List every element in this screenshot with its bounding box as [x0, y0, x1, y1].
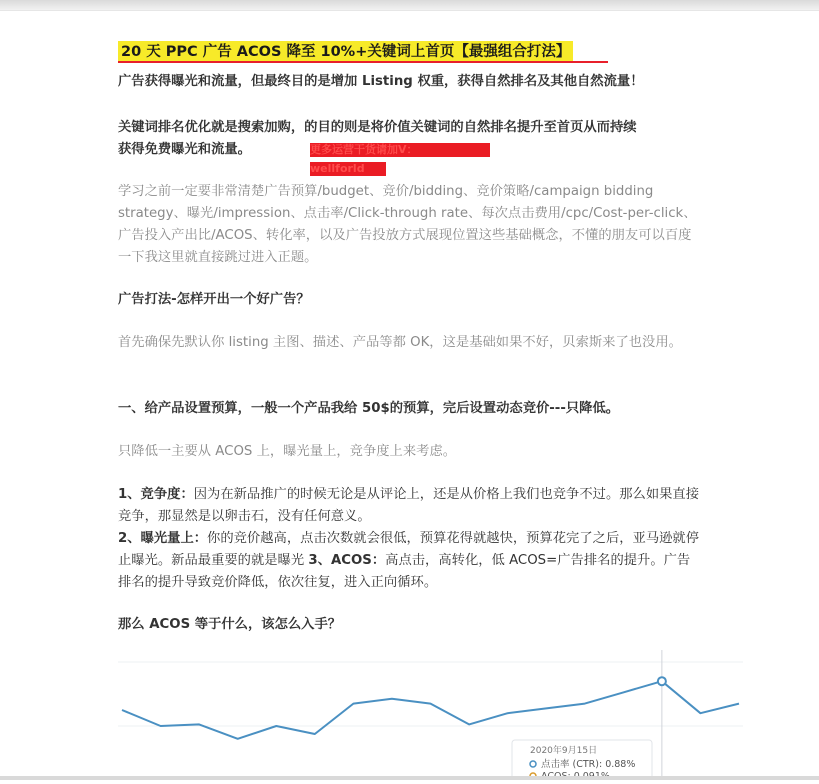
keyword-ranking-line-1: 关键词排名优化就是搜索加购，的目的则是将价值关键词的自然排名提升至首页从而持续: [118, 120, 637, 135]
acos-label: 3、ACOS：: [308, 553, 386, 568]
tooltip-date: 2020年9月15日: [530, 746, 598, 756]
series-line-0: [122, 681, 739, 739]
pdf-viewer-top-bar: [0, 0, 819, 11]
ctr-acos-line-chart: [118, 650, 743, 780]
listing-ok-paragraph: 首先确保先默认你 listing 主图、描述、产品等都 OK，这是基础如果不好，贝索斯来了也没用。: [118, 335, 682, 350]
exposure-label: 2、曝光量上：: [118, 531, 208, 546]
competition-text: 因为在新品推广的时候无论是从评论上，还是从价格上我们也竞争不过。那么如果直接竞争，那显然是以卵击石，没有任何意义。: [118, 487, 700, 524]
redacted-contact-line-1: 更多运营干货请加V：: [310, 143, 490, 157]
section-heading-good-ad: 广告打法-怎样开出一个好广告？: [118, 292, 310, 307]
reduce-only-paragraph: 只降低一主要从 ACOS 上，曝光量上，竞争度上来考虑。: [118, 444, 457, 459]
factors-paragraph: [118, 484, 700, 594]
acos-text: 高点击，高转化，低 ACOS=广告排名的提升。广告排名的提升导致竞价降低，依次往复，进入正向循环。: [118, 553, 691, 590]
data-point-highlight: [658, 677, 666, 685]
tooltip-marker-0: [530, 761, 536, 767]
intro-paragraph: 广告获得曝光和流量，但最终目的是增加 Listing 权重，获得自然排名及其他自然流量！: [118, 74, 644, 89]
chart-svg: [118, 650, 743, 780]
page-bottom-edge: [0, 776, 819, 780]
keyword-ranking-line-2: 获得免费曝光和流量。: [118, 142, 251, 157]
competition-label: 1、竞争度：: [118, 487, 194, 502]
tooltip-label-0: 点击率 (CTR): 0.88%: [541, 759, 636, 770]
exposure-text: 你的竞价越高，点击次数就会很低，预算花得就越快，预算花完了之后，亚马逊就停止曝光。新品最重要的就是曝光: [118, 531, 700, 568]
redacted-contact-line-2: wellforld: [310, 162, 386, 176]
step-one-heading: 一、给产品设置预算，一般一个产品我给 50$的预算，完后设置动态竞价---只降低。: [118, 401, 620, 416]
acos-question-heading: 那么 ACOS 等于什么，该怎么入手？: [118, 617, 342, 632]
article-title: 20 天 PPC 广告 ACOS 降至 10%+关键词上首页【最强组合打法】: [118, 41, 573, 63]
title-underline: [118, 61, 608, 63]
basics-paragraph: 学习之前一定要非常清楚广告预算/budget、竞价/bidding、竞价策略/campaign bidding strategy、曝光/impression、点击率/Click-through rate、每次点击费用/cpc/Cost-per-click、广告投入产出比/ACOS、转化率，以及广告投放方式展现位置这些基础概念，不懂的朋友可以百度一下我这里就直接跳过进入正题。: [118, 184, 697, 265]
